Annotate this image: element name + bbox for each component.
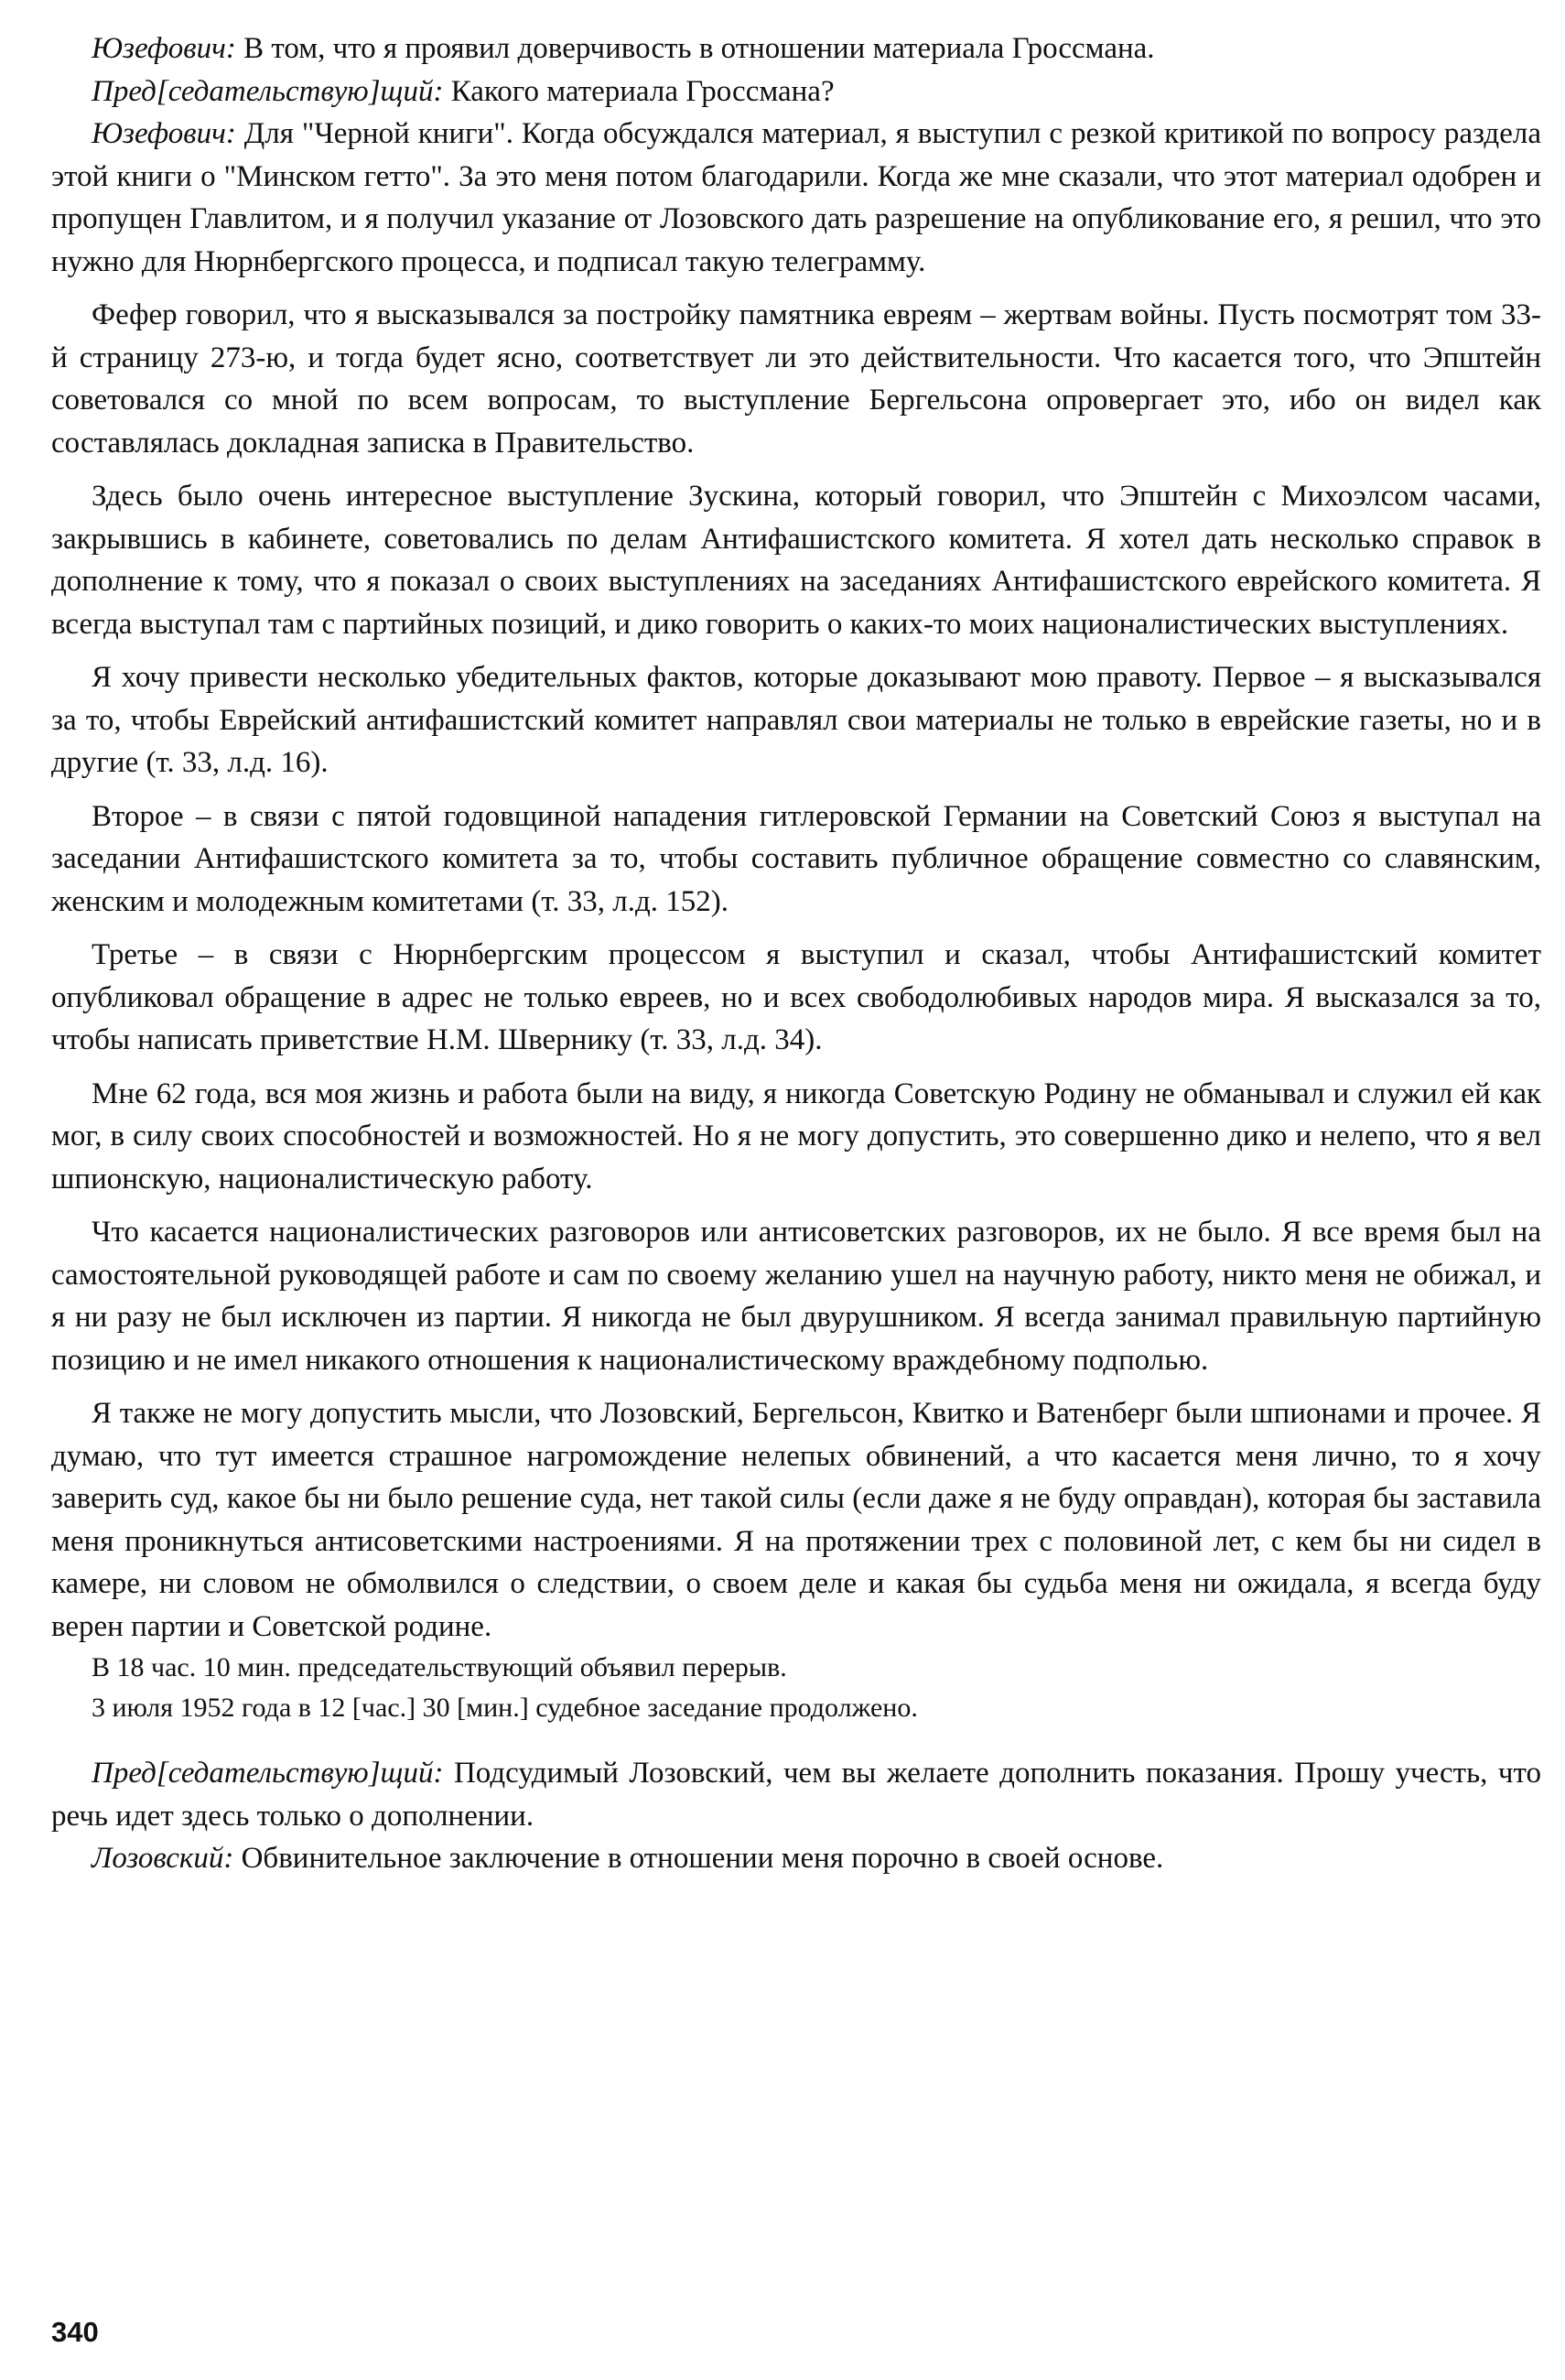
paragraph-text: Я также не могу допустить мысли, что Лозовский, Бергельсон, Квитко и Ватенберг были шпионами и прочее. Я думаю, что тут имеется страшное нагромождение нелепых обвинений, а что касается меня лично, то я хочу заверить суд, какое бы ни было решение суда, нет такой силы (если даже я не буду оправдан), которая бы заставила меня проникнуться антисоветскими настроениями. Я на протяжении трех с половиной лет, с кем бы ни сидел в камере, ни словом не обмолвился о следствии, о своем деле и какая бы судьба меня ни ожидала, я всегда буду верен партии и Советской родине.	[51, 1397, 1541, 1643]
speaker-label: Лозовский:	[92, 1842, 234, 1875]
paragraph-testimony	[51, 27, 1541, 70]
paragraph-testimony	[51, 656, 1541, 784]
paragraph-text: Для "Черной книги". Когда обсуждался материал, я выступил с резкой критикой по вопросу раздела этой книги о "Минском гетто". За это меня потом благодарили. Когда же мне сказали, что этот материал одобрен и пропущен Главлитом, и я получил указание от Лозовского дать разрешение на опубликование его, я решил, что это нужно для Нюрнбергского процесса, и подписал такую телеграмму.	[51, 117, 1541, 278]
paragraph-text: Я хочу привести несколько убедительных фактов, которые доказывают мою правоту. Первое – я высказывался за то, чтобы Еврейский антифашистский комитет направлял свои материалы не только в еврейские газеты, но и в другие (т. 33, л.д. 16).	[51, 661, 1541, 779]
paragraph-text: Что касается националистических разговоров или антисоветских разговоров, их не было. Я все время был на самостоятельной руководящей работе и сам по своему желанию ушел на научную работу, никто меня не обижал, и я ни разу не был исключен из партии. Я никогда не был двурушником. Я всегда занимал правильную партийную позицию и не имел никакого отношения к националистическому враждебному подполью.	[51, 1216, 1541, 1377]
speaker-label: Пред[седательствую]щий:	[92, 1757, 444, 1790]
paragraph-text: Подсудимый Лозовский, чем вы желаете дополнить показания. Прошу учесть, что речь идет здесь только о дополнении.	[51, 1757, 1541, 1833]
paragraph-testimony	[51, 113, 1541, 283]
paragraph-testimony	[51, 795, 1541, 924]
speaker-label: Юзефович:	[92, 117, 236, 150]
paragraph-text: Обвинительное заключение в отношении меня порочно в своей основе.	[233, 1842, 1164, 1875]
paragraph-testimony	[51, 294, 1541, 464]
page-number: 340	[51, 2316, 99, 2348]
paragraph-testimony	[51, 1392, 1541, 1648]
paragraph-testimony	[51, 1211, 1541, 1381]
paragraph-text: Третье – в связи с Нюрнбергским процессом я выступил и сказал, чтобы Антифашистский комитет опубликовал обращение в адрес не только евреев, но и всех свободолюбивых народов мира. Я высказался за то, чтобы написать приветствие Н.М. Швернику (т. 33, л.д. 34).	[51, 938, 1541, 1056]
paragraph-text: Какого материала Гроссмана?	[443, 74, 835, 108]
paragraph-testimony	[51, 475, 1541, 645]
paragraph-text: Здесь было очень интересное выступление Зускина, который говорил, что Эпштейн с Михоэлсом часами, закрывшись в кабинете, советовались по делам Антифашистского комитета. Я хотел дать несколько справок в дополнение к тому, что я показал о своих выступлениях на заседаниях Антифашистского еврейского комитета. Я всегда выступал там с партийных позиций, и дико говорить о каких-то моих националистических выступлениях.	[51, 480, 1541, 641]
paragraph-testimony	[51, 70, 1541, 114]
document-page	[51, 27, 1552, 2353]
speaker-label: Пред[седательствую]щий:	[92, 74, 444, 108]
paragraph-testimony	[51, 934, 1541, 1062]
paragraph-testimony	[51, 1073, 1541, 1201]
session-note: В 18 час. 10 мин. председательствующий объявил перерыв.	[92, 1652, 787, 1682]
body-text	[51, 27, 1541, 1880]
paragraph-testimony	[51, 1752, 1541, 1837]
speaker-label: Юзефович:	[92, 32, 236, 65]
paragraph-text: Фефер говорил, что я высказывался за постройку памятника евреям – жертвам войны. Пусть посмотрят том 33-й страницу 273-ю, и тогда будет ясно, соответствует ли это действительности. Что касается того, что Эпштейн советовался со мной по всем вопросам, то выступление Бергельсона опровергает это, ибо он видел как составлялась докладная записка в Правительство.	[51, 298, 1541, 460]
paragraph-text: В том, что я проявил доверчивость в отношении материала Гроссмана.	[235, 32, 1155, 65]
paragraph-text: Второе – в связи с пятой годовщиной нападения гитлеровской Германии на Советский Союз я выступал на заседании Антифашистского комитета за то, чтобы составить публичное обращение совместно со славянским, женским и молодежным комитетами (т. 33, л.д. 152).	[51, 799, 1541, 918]
paragraph-text: Мне 62 года, вся моя жизнь и работа были на виду, я никогда Советскую Родину не обманывал и служил ей как мог, в силу своих способностей и возможностей. Но я не могу допустить, это совершенно дико и нелепо, что я вел шпионскую, националистическую работу.	[51, 1076, 1541, 1195]
session-note: 3 июля 1952 года в 12 [час.] 30 [мин.] судебное заседание продолжено.	[92, 1693, 918, 1723]
paragraph-testimony	[51, 1837, 1541, 1880]
